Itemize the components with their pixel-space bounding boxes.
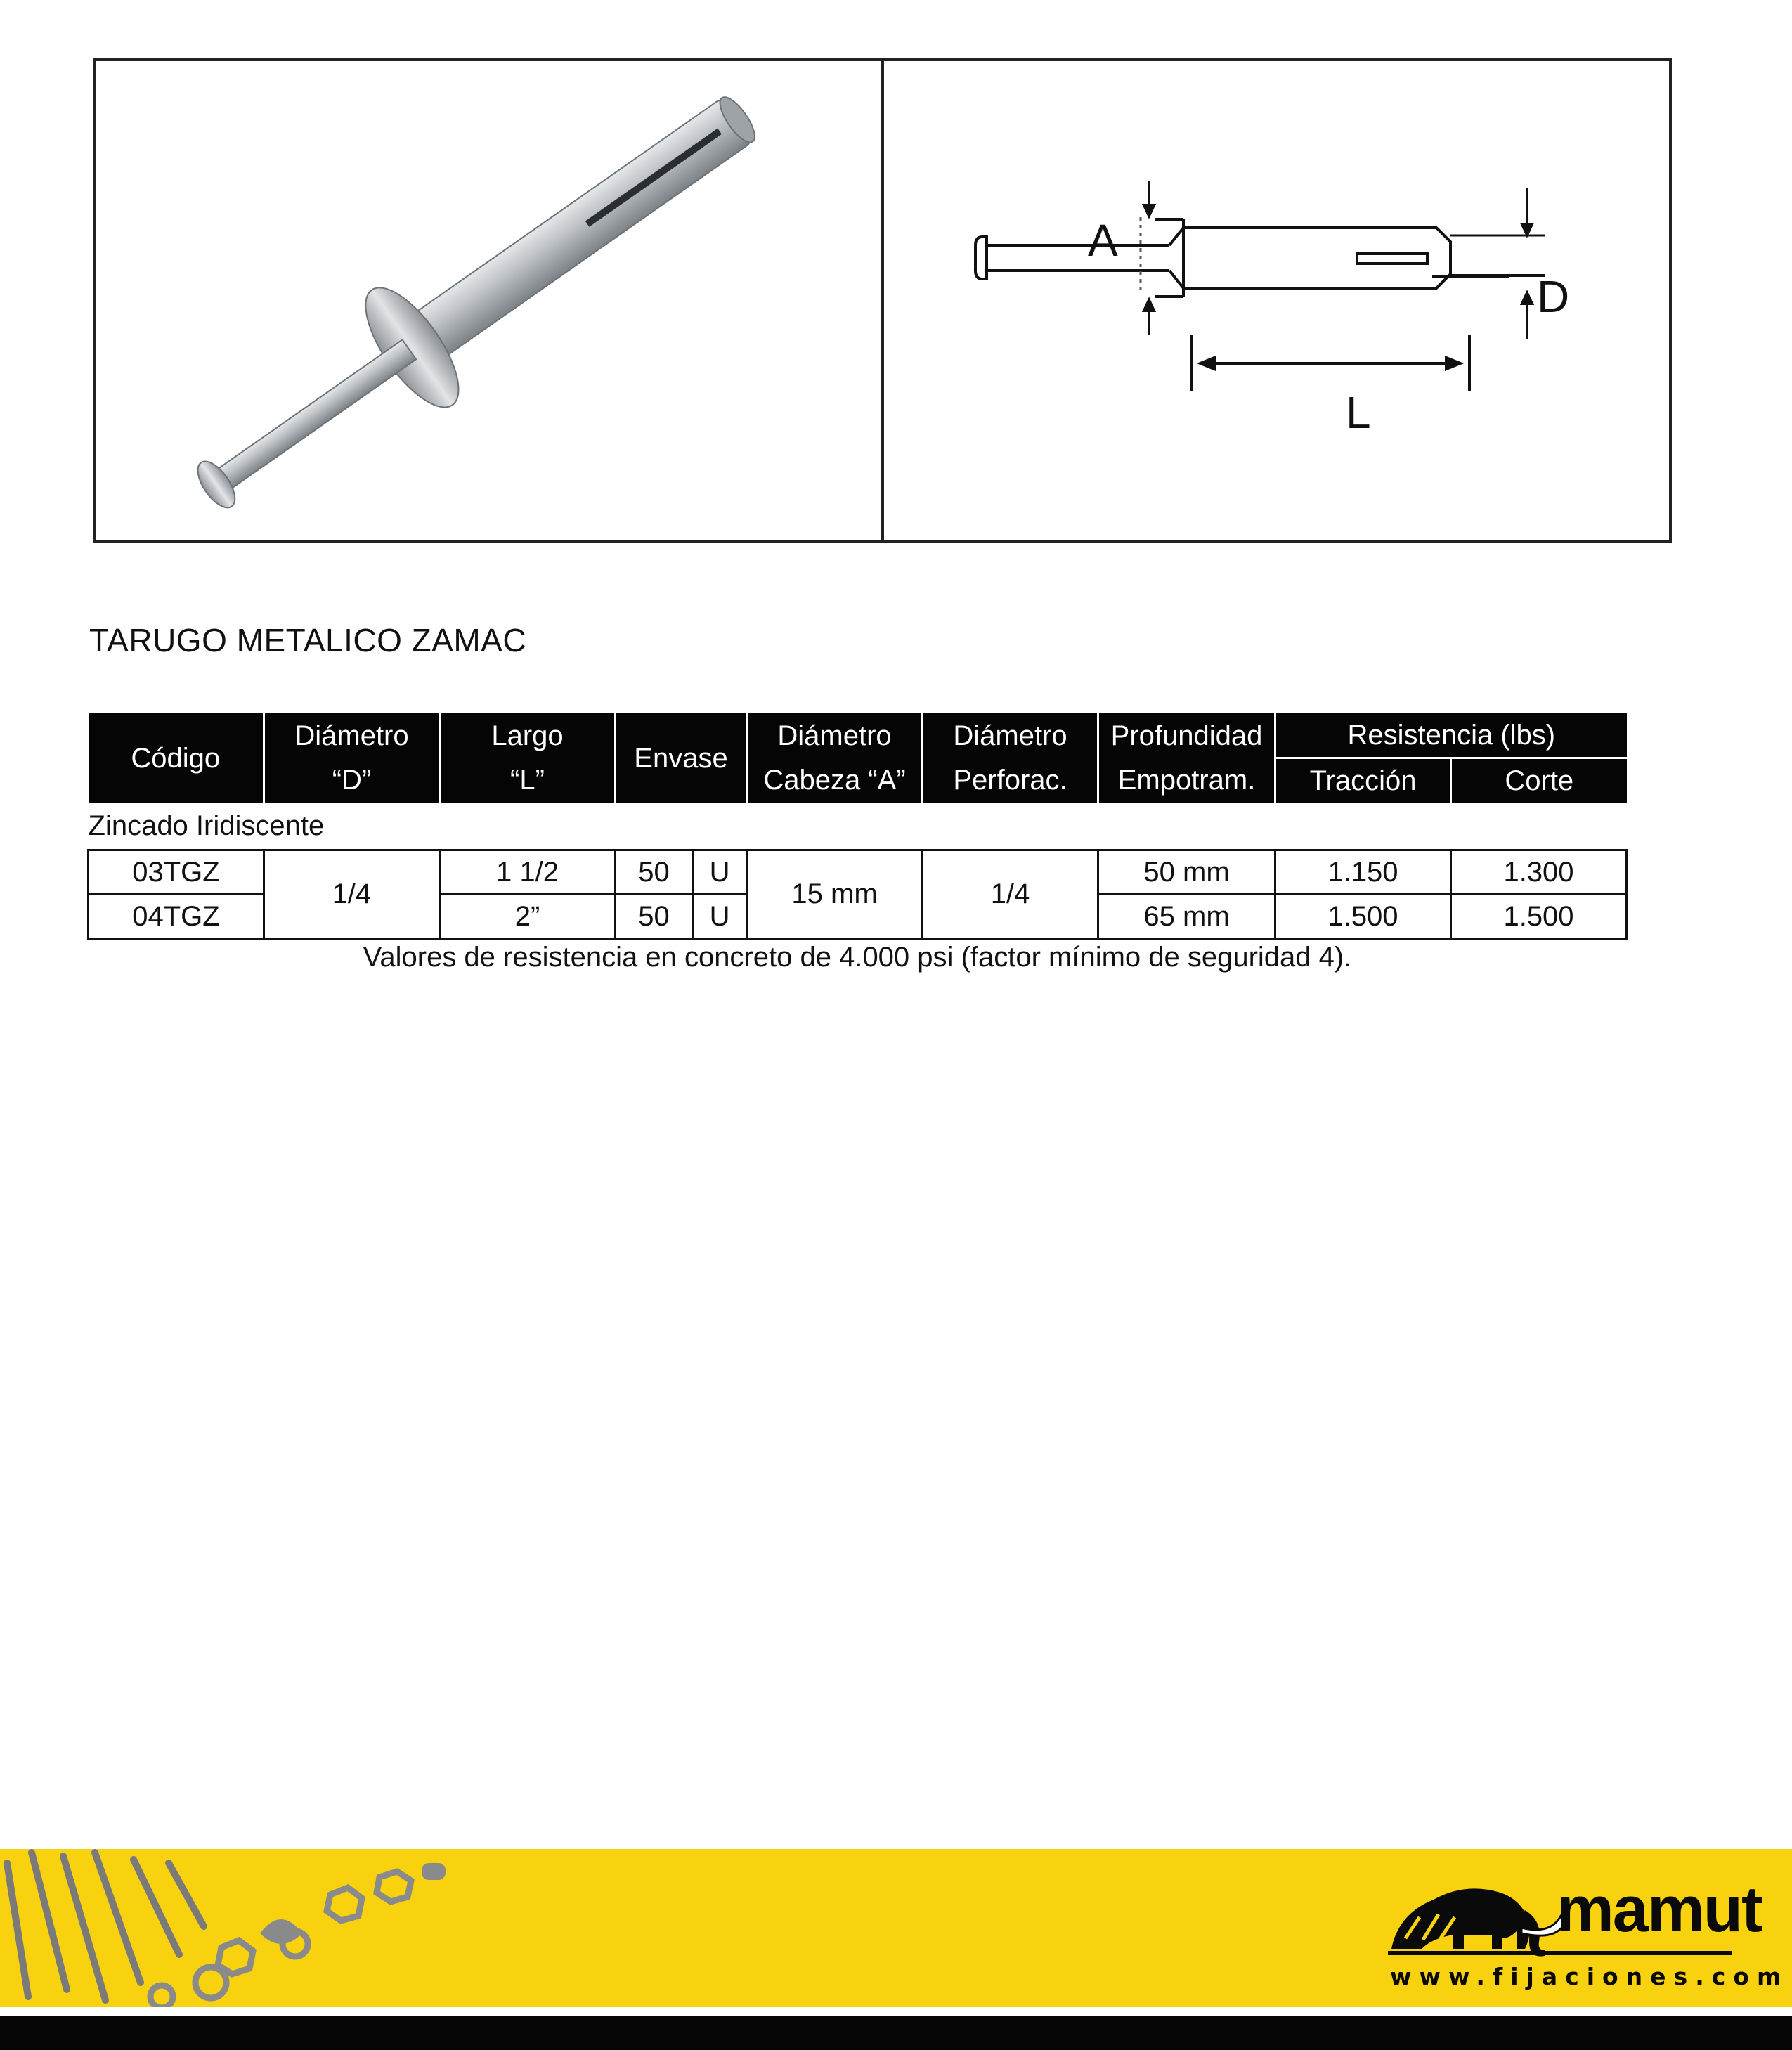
brand-name: mamut	[1557, 1874, 1762, 1945]
header-profundidad-1: Profundidad	[1098, 713, 1275, 758]
cell-corte: 1.300	[1451, 850, 1627, 895]
header-profundidad-2: Empotram.	[1098, 758, 1275, 803]
footer-bar	[0, 2016, 1792, 2050]
product-photo	[96, 61, 881, 540]
table-subcaption: Zincado Iridiscente	[88, 810, 325, 841]
header-diametro-d-2: “D”	[264, 758, 440, 803]
header-corte: Corte	[1451, 758, 1627, 803]
cell-traccion: 1.150	[1275, 850, 1451, 895]
cell-perforacion: 1/4	[923, 850, 1098, 939]
cell-codigo: 04TGZ	[89, 895, 264, 939]
header-diametro-d-1: Diámetro	[264, 713, 440, 758]
diagram-label-a: A	[1088, 215, 1118, 266]
cell-envase: 50	[616, 850, 693, 895]
header-largo-1: Largo	[440, 713, 616, 758]
cell-envase: 50	[616, 895, 693, 939]
cell-largo: 2”	[440, 895, 616, 939]
cell-largo: 1 1/2	[440, 850, 616, 895]
footnote: Valores de resistencia en concreto de 4.000 psi (factor mínimo de seguridad 4).	[363, 942, 1352, 973]
header-traccion: Tracción	[1275, 758, 1451, 803]
header-cabeza-2: Cabeza “A”	[747, 758, 923, 803]
cell-unidad: U	[693, 850, 747, 895]
header-envase: Envase	[616, 713, 747, 803]
header-perforacion-1: Diámetro	[923, 713, 1098, 758]
header-perforacion-2: Perforac.	[923, 758, 1098, 803]
cell-cabeza-a: 15 mm	[747, 850, 923, 939]
header-largo-2: “L”	[440, 758, 616, 803]
cell-unidad: U	[693, 895, 747, 939]
table-header	[89, 713, 1627, 803]
spec-table	[87, 713, 1628, 940]
diagram-label-d: D	[1537, 271, 1570, 322]
brand-url: www.fijaciones.com	[1390, 1963, 1789, 1990]
cell-traccion: 1.500	[1275, 895, 1451, 939]
header-cabeza-1: Diámetro	[747, 713, 923, 758]
header-resistencia: Resistencia (lbs)	[1275, 713, 1627, 758]
diagram-label-l: L	[1346, 387, 1371, 438]
fasteners-illustration	[0, 1849, 450, 2007]
cell-corte: 1.500	[1451, 895, 1627, 939]
table-row	[89, 850, 1627, 895]
product-title: TARUGO METALICO ZAMAC	[89, 622, 527, 659]
cell-profundidad: 50 mm	[1098, 850, 1275, 895]
cell-codigo: 03TGZ	[89, 850, 264, 895]
cell-diametro-d: 1/4	[264, 850, 440, 939]
header-codigo: Código	[89, 713, 264, 803]
cell-profundidad: 65 mm	[1098, 895, 1275, 939]
